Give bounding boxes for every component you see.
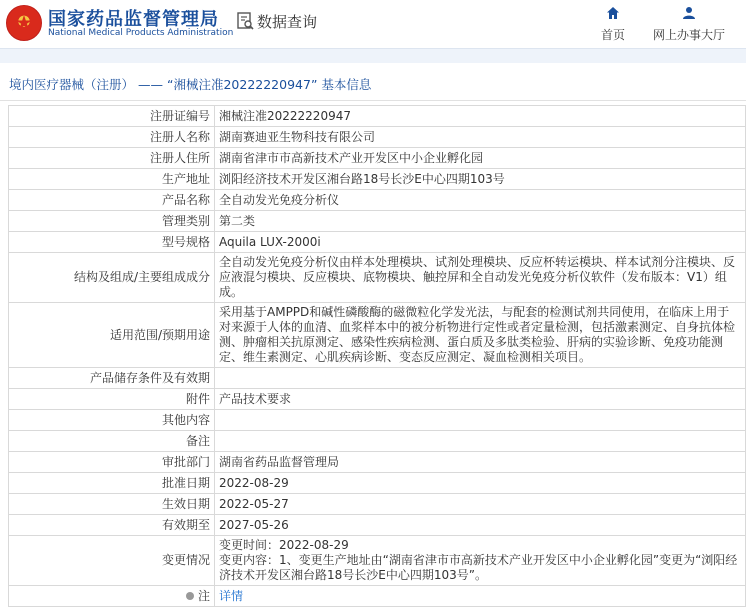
field-value xyxy=(215,368,746,389)
detail-table xyxy=(8,105,746,607)
field-label: 注册人住所 xyxy=(9,148,215,169)
breadcrumb xyxy=(0,62,746,100)
table-row xyxy=(9,368,746,389)
field-label: 结构及组成/主要组成成分 xyxy=(9,253,215,303)
pin-icon xyxy=(186,592,194,600)
table-row xyxy=(9,169,746,190)
nav-online-hall-label: 网上办事大厅 xyxy=(652,28,725,42)
nav-online-hall[interactable] xyxy=(648,6,730,43)
field-value: 湖南省津市市高新技术产业开发区中小企业孵化园 xyxy=(215,148,746,169)
user-icon xyxy=(682,6,696,20)
note-value xyxy=(215,586,746,607)
field-value: 湖南赛迪亚生物科技有限公司 xyxy=(215,127,746,148)
table-row xyxy=(9,515,746,536)
nav-home-label: 首页 xyxy=(600,28,625,42)
table-row xyxy=(9,232,746,253)
field-label: 产品储存条件及有效期 xyxy=(9,368,215,389)
table-row xyxy=(9,127,746,148)
field-label: 产品名称 xyxy=(9,190,215,211)
breadcrumb-category[interactable]: 境内医疗器械（注册） xyxy=(9,77,135,92)
site-header xyxy=(0,0,746,48)
field-value: 湘械注准20222220947 xyxy=(215,106,746,127)
field-value: 湖南省药品监督管理局 xyxy=(215,452,746,473)
field-label: 生效日期 xyxy=(9,494,215,515)
change-time: 变更时间：2022-08-29 xyxy=(219,538,349,552)
table-row xyxy=(9,452,746,473)
breadcrumb-separator: —— xyxy=(138,77,163,92)
breadcrumb-underline xyxy=(0,100,746,101)
table-row xyxy=(9,431,746,452)
table-row xyxy=(9,190,746,211)
table-row xyxy=(9,106,746,127)
table-row xyxy=(9,473,746,494)
table-row xyxy=(9,211,746,232)
site-name-en: National Medical Products Administration xyxy=(48,28,234,38)
field-value: 2027-05-26 xyxy=(215,515,746,536)
nav-home[interactable] xyxy=(596,6,630,43)
table-row xyxy=(9,303,746,368)
table-row xyxy=(9,253,746,303)
table-row xyxy=(9,410,746,431)
field-value: 2022-08-29 xyxy=(215,473,746,494)
details-link[interactable]: 详情 xyxy=(219,588,244,603)
field-label: 生产地址 xyxy=(9,169,215,190)
field-label: 其他内容 xyxy=(9,410,215,431)
field-label: 注册证编号 xyxy=(9,106,215,127)
field-value xyxy=(215,431,746,452)
field-label: 批准日期 xyxy=(9,473,215,494)
nmpa-emblem-icon xyxy=(6,5,42,41)
field-value: 产品技术要求 xyxy=(215,389,746,410)
header-divider xyxy=(0,48,746,63)
field-label: 管理类别 xyxy=(9,211,215,232)
note-label: 注 xyxy=(197,588,210,603)
breadcrumb-suffix: 基本信息 xyxy=(321,77,372,92)
field-label: 有效期至 xyxy=(9,515,215,536)
table-row xyxy=(9,148,746,169)
table-row xyxy=(9,494,746,515)
field-value: 2022-05-27 xyxy=(215,494,746,515)
field-value: Aquila LUX-2000i xyxy=(215,232,746,253)
site-name-cn[interactable]: 国家药品监督管理局 xyxy=(48,9,219,30)
field-label: 注册人名称 xyxy=(9,127,215,148)
field-label: 审批部门 xyxy=(9,452,215,473)
change-content: 变更内容：1、变更生产地址由“湖南省津市市高新技术产业开发区中小企业孵化园”变更为“浏阳经济技术开发区湘台路18号长沙E中心四期103号”。 xyxy=(219,553,738,582)
field-label: 型号规格 xyxy=(9,232,215,253)
field-value: 采用基于AMPPD和碱性磷酸酶的磁微粒化学发光法，与配套的检测试剂共同使用，在临床上用于对来源于人体的血清、血浆样本中的被分析物进行定性或者定量检测，包括激素测定、自身抗体检测、肿瘤相关抗原测定、感染性疾病检测、蛋白质及多肽类检验、肝病的实验诊断、免疫功能测定、维生素测定、心肌疾病诊断、变态反应测定、凝血检测相关项目。 xyxy=(215,303,746,368)
table-row-note xyxy=(9,586,746,607)
section-title: 数据查询 xyxy=(257,13,318,31)
field-value xyxy=(215,410,746,431)
table-row xyxy=(9,389,746,410)
change-details xyxy=(215,536,746,586)
table-row-change xyxy=(9,536,746,586)
note-label-cell xyxy=(9,586,215,607)
field-value: 全自动发光免疫分析仪由样本处理模块、试剂处理模块、反应杯转运模块、样本试剂分注模块、反应液混匀模块、反应模块、底物模块、触控屏和全自动发光免疫分析仪软件（发布版本：V1）组成。 xyxy=(215,253,746,303)
field-label: 变更情况 xyxy=(9,536,215,586)
home-icon xyxy=(606,6,620,20)
field-label: 附件 xyxy=(9,389,215,410)
data-query-icon xyxy=(237,12,254,30)
field-label: 备注 xyxy=(9,431,215,452)
field-label: 适用范围/预期用途 xyxy=(9,303,215,368)
field-value: 浏阳经济技术开发区湘台路18号长沙E中心四期103号 xyxy=(215,169,746,190)
field-value: 第二类 xyxy=(215,211,746,232)
breadcrumb-record: “湘械注准20222220947” xyxy=(166,77,318,92)
field-value: 全自动发光免疫分析仪 xyxy=(215,190,746,211)
